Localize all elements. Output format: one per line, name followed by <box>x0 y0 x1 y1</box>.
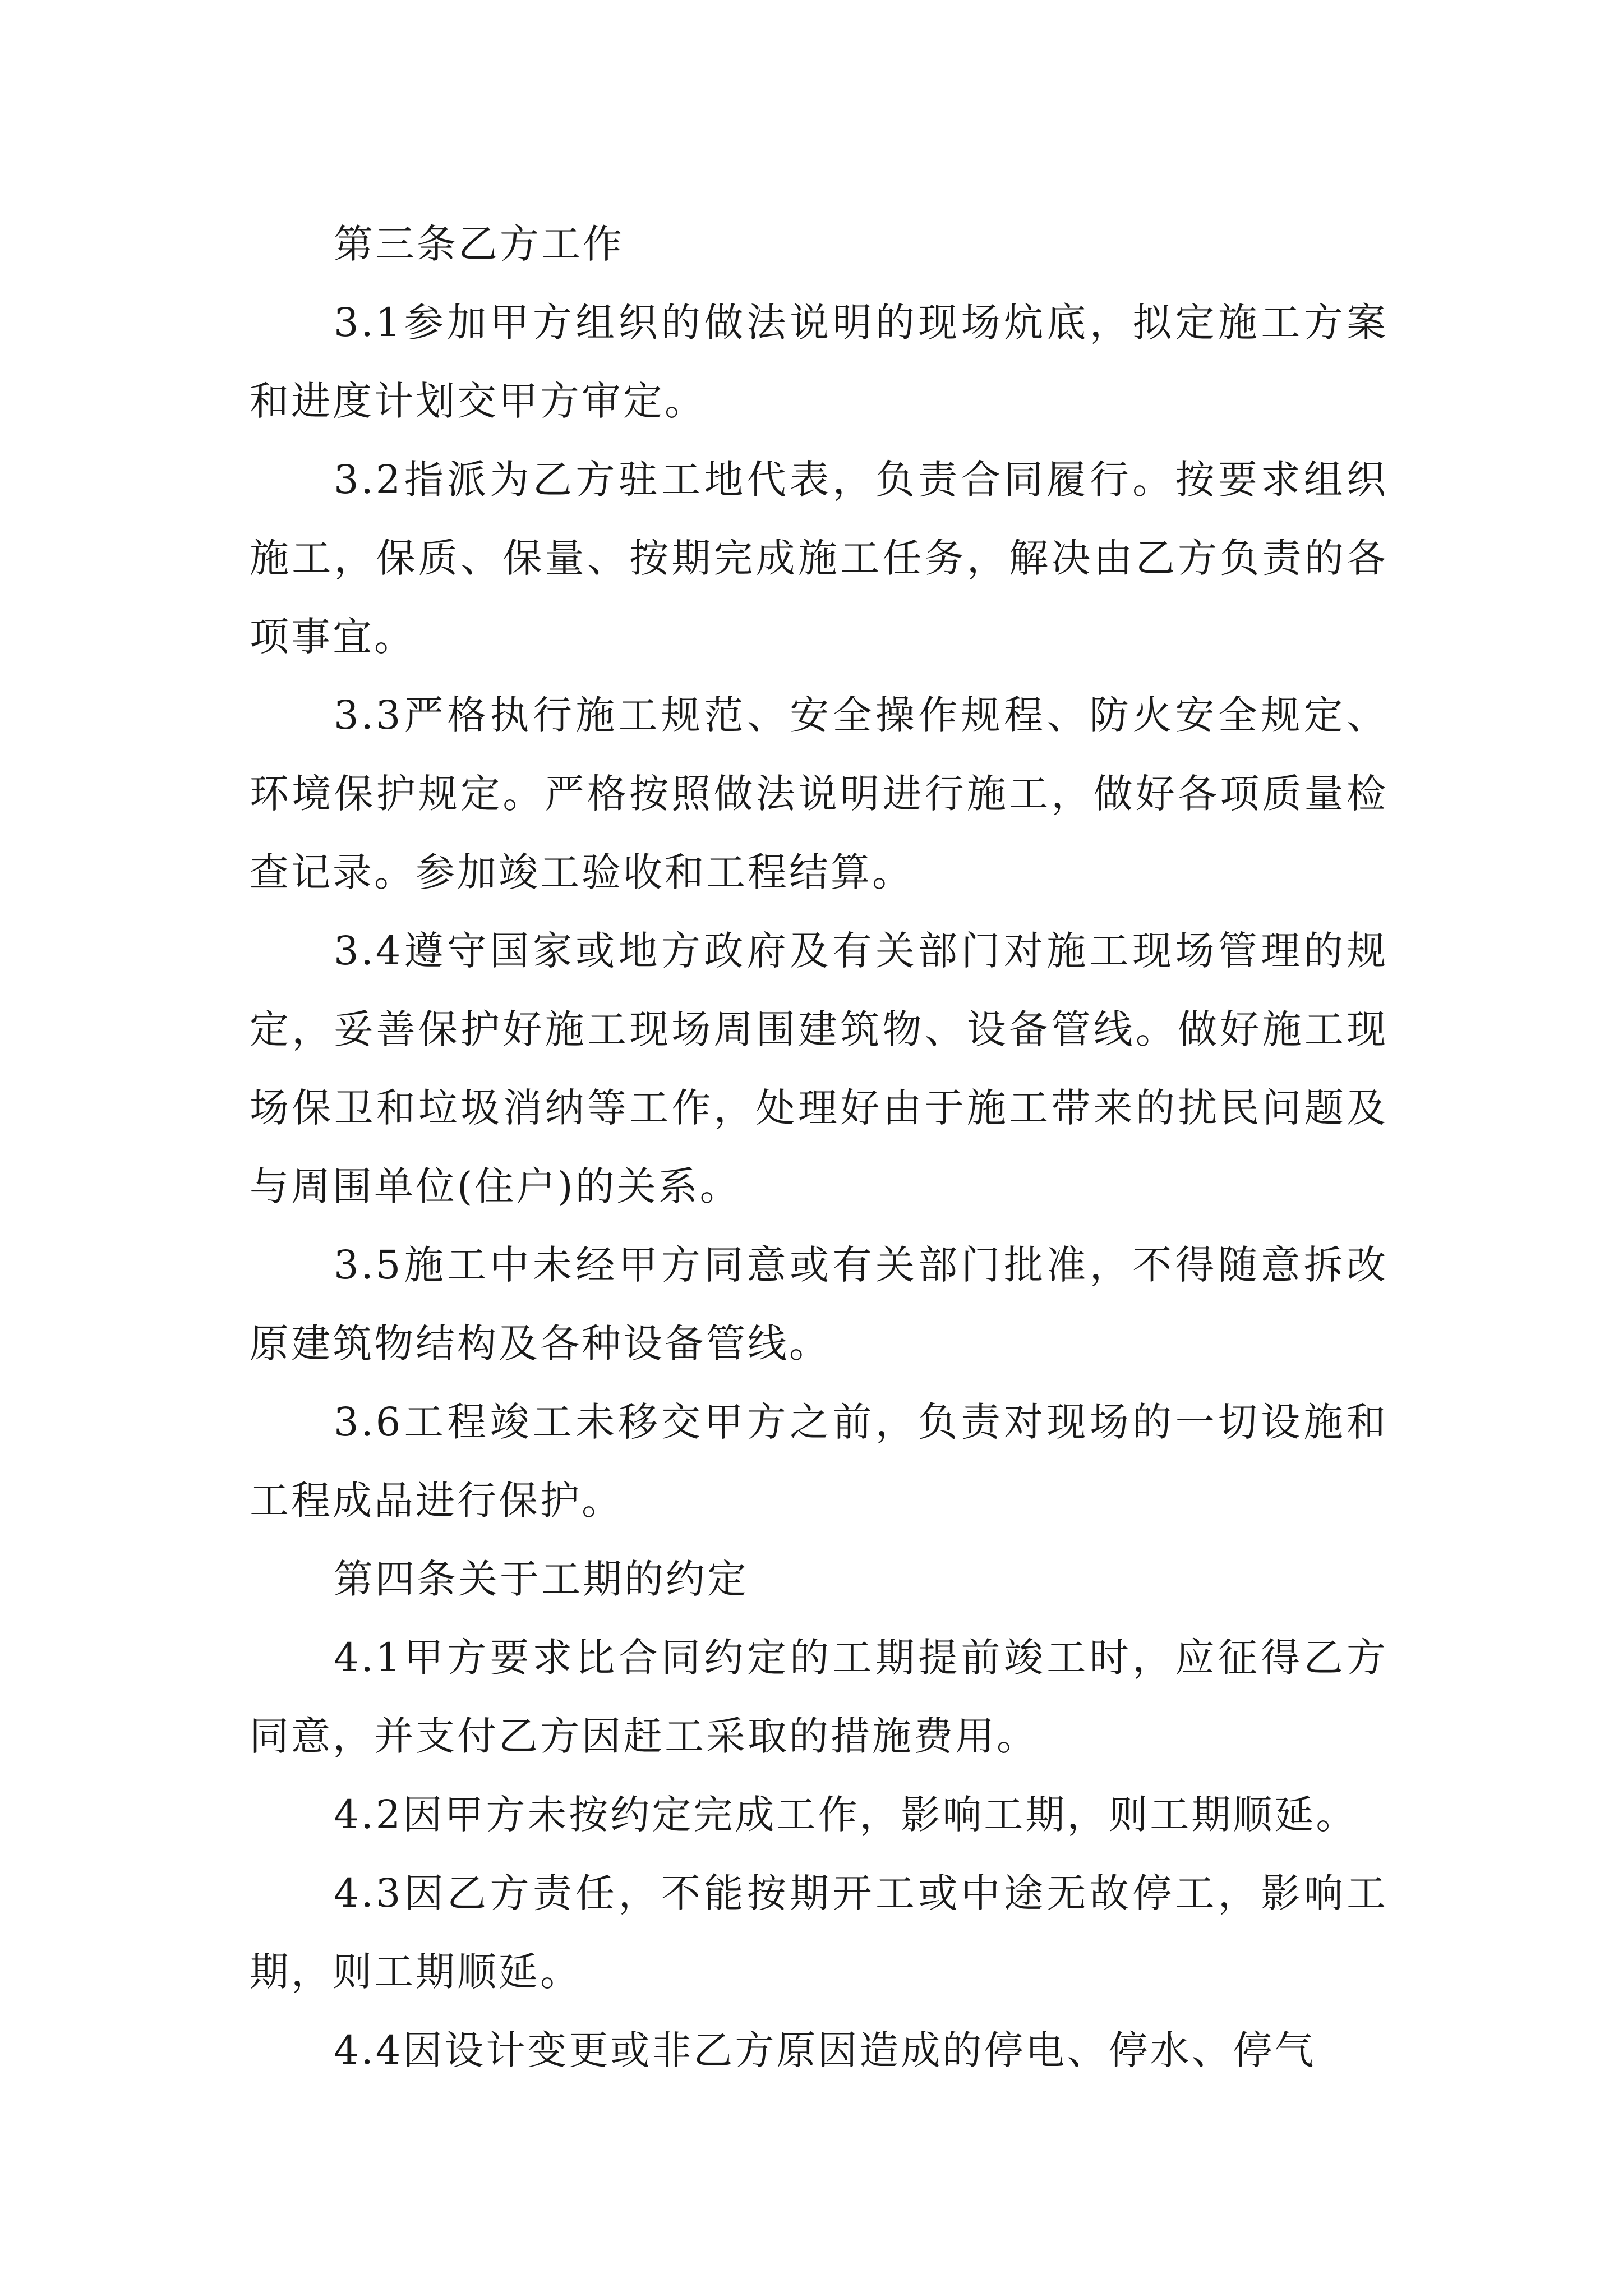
clause-4-2: 4.2因甲方未按约定完成工作，影响工期，则工期顺延。 <box>334 1792 1358 1838</box>
clause-4-4: 4.4因设计变更或非乙方原因造成的停电、停水、停气 <box>334 2027 1316 2073</box>
clause-4-3: 4.3因乙方责任，不能按期开工或中途无故停工，影响工期，则工期顺延。 <box>250 1870 1388 1995</box>
document-body <box>250 205 1388 2090</box>
clause-3-3: 3.3严格执行施工规范、安全操作规程、防火安全规定、环境保护规定。严格按照做法说明进行施工，做好各项质量检查记录。参加竣工验收和工程结算。 <box>250 692 1388 895</box>
clause-3-6: 3.6工程竣工未移交甲方之前，负责对现场的一切设施和工程成品进行保护。 <box>250 1399 1388 1524</box>
clause-3-4: 3.4遵守国家或地方政府及有关部门对施工现场管理的规定，妥善保护好施工现场周围建筑物、设备管线。做好施工现场保卫和垃圾消纳等工作，处理好由于施工带来的扰民问题及与周围单位(住户)的关系。 <box>250 928 1388 1209</box>
clause-3-5: 3.5施工中未经甲方同意或有关部门批准，不得随意拆改原建筑物结构及各种设备管线。 <box>250 1242 1388 1366</box>
clause-3-1: 3.1参加甲方组织的做法说明的现场炕底，拟定施工方案和进度计划交甲方审定。 <box>250 300 1388 424</box>
clause-4-1: 4.1甲方要求比合同约定的工期提前竣工时，应征得乙方同意，并支付乙方因赶工采取的措施费用。 <box>250 1635 1388 1759</box>
section-heading-3: 第三条乙方工作 <box>334 221 624 267</box>
clause-3-2: 3.2指派为乙方驻工地代表，负责合同履行。按要求组织施工，保质、保量、按期完成施工任务，解决由乙方负责的各项事宜。 <box>250 457 1388 660</box>
section-heading-4: 第四条关于工期的约定 <box>334 1556 749 1602</box>
